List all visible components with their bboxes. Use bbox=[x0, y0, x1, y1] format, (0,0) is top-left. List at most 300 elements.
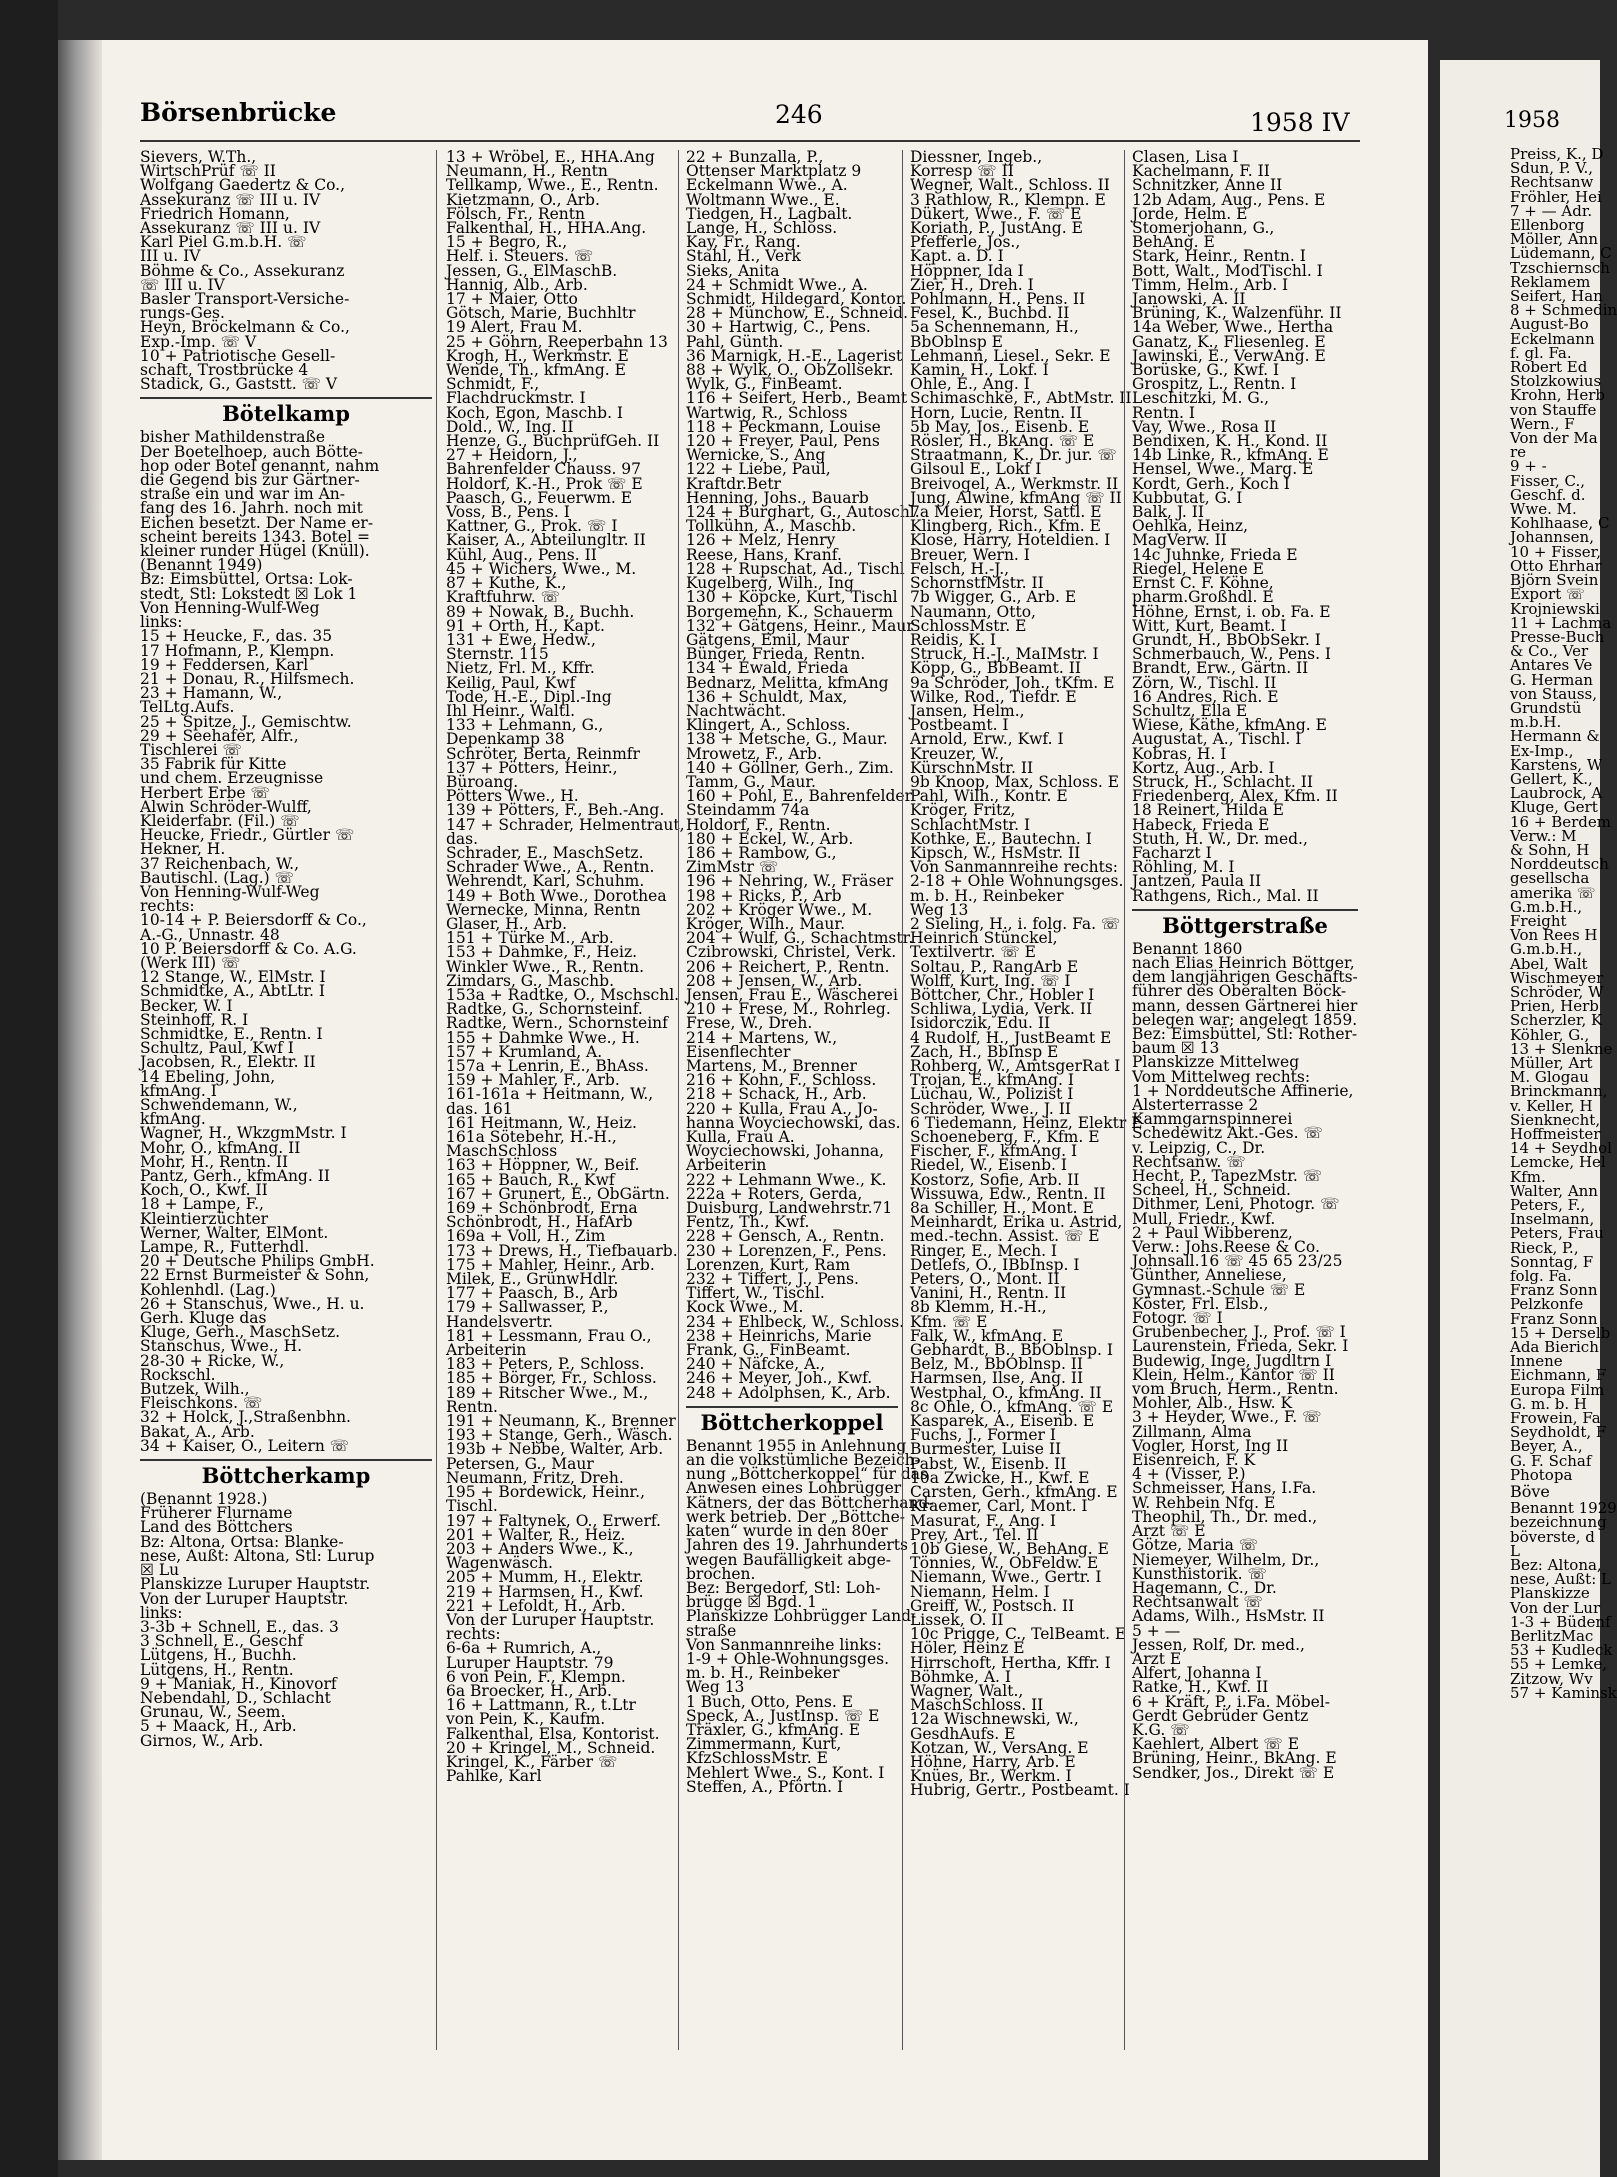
directory-entry: Von der Lur bbox=[1510, 1598, 1601, 1617]
directory-entry: Hensel, Wwe., Marg. E bbox=[1132, 460, 1314, 479]
directory-entry: Seydholdt, F bbox=[1510, 1423, 1607, 1442]
directory-entry: dem langjährigen Geschäfts- bbox=[1132, 968, 1358, 987]
directory-entry: 8 + Schmedin bbox=[1510, 301, 1617, 320]
directory-entry: 161 Heitmann, W., Heiz. bbox=[446, 1113, 637, 1132]
directory-entry: Verw.: Johs.Reese & Co. bbox=[1132, 1238, 1320, 1257]
directory-entry: schaft, Trostbrücke 4 bbox=[140, 361, 309, 380]
directory-entry: Planskizze Mittelweg bbox=[1132, 1053, 1300, 1072]
directory-entry: Schimaschke, F., AbtMstr. II bbox=[910, 389, 1132, 408]
directory-entry: 116 + Seifert, Herb., Beamt bbox=[686, 389, 908, 408]
directory-entry: Lehmann, Liesel., Sekr. E bbox=[910, 346, 1111, 365]
directory-entry: Mrowetz, F., Arb. bbox=[686, 744, 822, 763]
directory-entry: kleiner runder Hügel (Knüll). bbox=[140, 542, 370, 561]
directory-entry: 3-3b + Schnell, E., das. 3 bbox=[140, 1617, 339, 1636]
directory-entry: Land des Böttchers bbox=[140, 1518, 293, 1537]
directory-entry: Brüning, K., Walzenführ. II bbox=[1132, 304, 1342, 323]
directory-entry: G.m.b.H., bbox=[1510, 897, 1583, 916]
running-head-street: Börsenbrücke bbox=[140, 98, 337, 127]
directory-entry: Borüske, G., Kwf. I bbox=[1132, 361, 1280, 380]
directory-entry: 149 + Both Wwe., Dorothea bbox=[446, 886, 667, 905]
directory-entry: nach Elias Heinrich Böttger, bbox=[1132, 953, 1355, 972]
directory-entry: Jensen, Frau E., Wäscherei bbox=[686, 985, 898, 1004]
directory-entry: Weg 13 bbox=[686, 1678, 745, 1697]
directory-entry: Paasch, G., Feuerwm. E bbox=[446, 488, 633, 507]
directory-entry: Ohle, E., Ang. I bbox=[910, 375, 1030, 394]
directory-entry: Nietz, Frl. M., Kffr. bbox=[446, 659, 595, 678]
directory-entry: Klein, Helm., Kantor ☏ II bbox=[1132, 1365, 1335, 1384]
directory-entry: 173 + Drews, H., Tiefbauarb. bbox=[446, 1241, 678, 1260]
directory-entry: Gilsoul E., Lokf I bbox=[910, 460, 1042, 479]
directory-entry: 25 + Göhrn, Reeperbahn 13 bbox=[446, 332, 668, 351]
directory-entry: Bz: Altona, Ortsa: Blanke- bbox=[140, 1532, 344, 1551]
directory-entry: Schmidtke, E., Rentn. I bbox=[140, 1024, 323, 1043]
directory-entry: Kühl, Aug., Pens. II bbox=[446, 545, 597, 564]
directory-entry: 9 + Maniak, H., Kinovorf bbox=[140, 1674, 337, 1693]
directory-entry: Frowein, Fa bbox=[1510, 1409, 1601, 1428]
directory-entry: 193b + Nebbe, Walter, Arb. bbox=[446, 1440, 664, 1459]
directory-entry: Eichen besetzt. Der Name er- bbox=[140, 513, 374, 532]
directory-entry: Eisenreich, F. K bbox=[1132, 1451, 1256, 1470]
directory-entry: 222a + Roters, Gerda, bbox=[686, 1184, 863, 1203]
directory-entry: KfzSchlossMstr. E bbox=[686, 1749, 828, 1768]
directory-entry: v. Leipzig, C., Dr. bbox=[1132, 1138, 1266, 1157]
directory-entry: Riedel, W., Eisenb. I bbox=[910, 1156, 1067, 1175]
directory-entry: 25 + Spitze, J., Gemischtw. bbox=[140, 712, 352, 731]
directory-entry: 3 + Heyder, Wwe., F. ☏ bbox=[1132, 1408, 1322, 1427]
directory-entry: das. bbox=[446, 829, 479, 848]
directory-entry: Vom Mittelweg rechts: bbox=[1132, 1067, 1311, 1086]
directory-entry: 177 + Paasch, B., Arb bbox=[446, 1284, 618, 1303]
directory-entry: 189 + Ritscher Wwe., M., bbox=[446, 1383, 649, 1402]
directory-entry: Wern., F bbox=[1510, 414, 1575, 433]
directory-entry: Norddeutsch bbox=[1510, 855, 1609, 874]
directory-entry: Heucke, Friedr., Gürtler ☏ bbox=[140, 826, 355, 845]
directory-entry: Schwendemann, W., bbox=[140, 1096, 298, 1114]
directory-entry: Kraftdr.Betr bbox=[686, 474, 781, 493]
directory-entry: Dükert, Wwe., F. ☏ E bbox=[910, 204, 1082, 223]
directory-entry: Köpp, G., BbBeamt. II bbox=[910, 659, 1081, 678]
directory-entry: Timm, Helm., Arb. I bbox=[1132, 275, 1289, 294]
directory-entry: Habeck, Frieda E bbox=[1132, 815, 1270, 834]
directory-entry: Fröhler, Hei bbox=[1510, 187, 1602, 206]
directory-entry: 191 + Neumann, K., Brenner bbox=[446, 1412, 676, 1431]
directory-entry: 134 + Ewald, Frieda bbox=[686, 659, 849, 678]
directory-entry: Borgemehn, K., Schauerm bbox=[686, 602, 894, 621]
directory-entry: 238 + Heinrichs, Marie bbox=[686, 1326, 872, 1345]
directory-entry: 3 Rathlow, R., Klempn. E bbox=[910, 190, 1106, 209]
directory-entry: 28-30 + Ricke, W., bbox=[140, 1351, 285, 1370]
directory-entry: 35 Fabrik für Kitte bbox=[140, 755, 287, 774]
directory-entry: Mohr, H., Rentn. II bbox=[140, 1152, 289, 1171]
directory-entry: Benannt 1929 bbox=[1510, 1499, 1617, 1518]
directory-entry: Sendker, Jos., Direkt ☏ E bbox=[1132, 1763, 1335, 1782]
directory-entry: Seifert, Han bbox=[1510, 287, 1603, 306]
directory-entry: 222 + Lehmann Wwe., K. bbox=[686, 1170, 887, 1189]
directory-entry: Freight bbox=[1510, 911, 1567, 930]
directory-entry: SchlachtMstr. I bbox=[910, 815, 1031, 834]
directory-entry: Voss, B., Pens. I bbox=[446, 503, 570, 522]
directory-entry: Carsten, Gerh., kfmAng. E bbox=[910, 1483, 1118, 1502]
directory-entry: Otto Ehrhar bbox=[1510, 556, 1602, 575]
directory-entry: Arzt E bbox=[1132, 1649, 1182, 1668]
directory-entry: Von der Luruper Hauptstr. bbox=[446, 1610, 655, 1629]
directory-entry: Pahlke, Karl bbox=[446, 1767, 542, 1786]
directory-entry: Peters, Frau bbox=[1510, 1224, 1604, 1243]
directory-entry: BbOblnsp E bbox=[910, 332, 1003, 351]
directory-entry: 18 Reinert, Hilda E bbox=[1132, 801, 1284, 820]
directory-entry: Export ☏ bbox=[1510, 585, 1585, 604]
directory-entry: 28 + Münchow, E., Schneid. bbox=[686, 304, 909, 323]
directory-entry: Verw.: M bbox=[1510, 826, 1577, 845]
directory-entry: Tischl. bbox=[446, 1497, 498, 1516]
directory-entry: Fentz, Th., Kwf. bbox=[686, 1213, 810, 1232]
directory-entry: Björn Svein bbox=[1510, 571, 1599, 590]
directory-entry: 53 + Kudleck bbox=[1510, 1641, 1613, 1660]
directory-entry: Leschitzki, M. G., bbox=[1132, 389, 1270, 408]
directory-entry: Nebendahl, D., Schlacht bbox=[140, 1688, 331, 1707]
directory-entry: Tellkamp, Wwe., E., Rentn. bbox=[446, 176, 659, 195]
directory-entry: Henning, Johs., Bauarb bbox=[686, 488, 869, 507]
directory-entry: gesellscha bbox=[1510, 869, 1590, 888]
page-header bbox=[140, 92, 1360, 137]
directory-entry: 155 + Dahmke Wwe., H. bbox=[446, 1028, 640, 1047]
directory-entry: Jung, Alwine, kfmAng ☏ II bbox=[910, 488, 1122, 507]
directory-entry: 208 + Jensen, W., Arb. bbox=[686, 971, 863, 990]
directory-entry: Balk, J. II bbox=[1132, 503, 1204, 522]
directory-entry: Kulla, Frau A. bbox=[686, 1128, 795, 1147]
directory-entry: Naumann, Otto, bbox=[910, 602, 1036, 621]
directory-entry: Europa Film bbox=[1510, 1380, 1605, 1399]
directory-entry: Kraemer, Carl, Mont. I bbox=[910, 1497, 1088, 1516]
directory-entry: K.G. ☏ bbox=[1132, 1720, 1190, 1739]
directory-entry: Scherzler, K bbox=[1510, 1011, 1603, 1030]
directory-entry: werk betrieb. Der „Böttche- bbox=[686, 1507, 906, 1526]
directory-entry: pharm.Großhdl. E bbox=[1132, 588, 1274, 607]
directory-entry: das. 161 bbox=[446, 1099, 513, 1118]
directory-entry: Fesel, K., Buchbd. II bbox=[910, 304, 1070, 323]
directory-entry: Lüdemann, C bbox=[1510, 244, 1612, 263]
directory-entry: Falkenthal, H., HHA.Ang. bbox=[446, 219, 647, 238]
directory-entry: Stark, Heinr., Rentn. I bbox=[1132, 247, 1306, 266]
directory-entry: Arzt ☏ E bbox=[1132, 1522, 1206, 1541]
directory-entry: Röhling, M. I bbox=[1132, 858, 1235, 877]
directory-entry: 6 von Pein, F., Klempn. bbox=[446, 1667, 626, 1686]
directory-entry: folg. Fa. bbox=[1510, 1267, 1572, 1286]
directory-entry: Gymnast.-Schule ☏ E bbox=[1132, 1280, 1306, 1299]
directory-entry: Nachtwächt. bbox=[686, 701, 787, 720]
directory-entry: & Co., Ver bbox=[1510, 642, 1589, 661]
directory-entry: Holdorf, F., Rentn. bbox=[686, 815, 831, 834]
directory-entry: Kleintierzüchter bbox=[140, 1209, 269, 1228]
directory-entry: Herbert Erbe ☏ bbox=[140, 783, 270, 802]
directory-entry: 6-6a + Rumrich, A., bbox=[446, 1639, 602, 1658]
directory-entry: 140 + Göllner, Gerh., Zim. bbox=[686, 758, 894, 777]
directory-entry: Hekner, H. bbox=[140, 840, 226, 859]
directory-entry: Isidorczik, Edu. II bbox=[910, 1014, 1051, 1033]
next-page-column bbox=[1510, 145, 1617, 1702]
directory-entry: baum ☒ 13 bbox=[1132, 1039, 1220, 1058]
directory-entry: 10 + Fisser, bbox=[1510, 542, 1601, 561]
directory-entry: Straatmann, K., Dr. jur. ☏ bbox=[910, 446, 1117, 465]
directory-entry: Brinckmann, bbox=[1510, 1082, 1608, 1101]
directory-entry: Walter, Ann bbox=[1510, 1181, 1598, 1200]
directory-entry: Rieck, P., bbox=[1510, 1238, 1579, 1257]
directory-entry: Woltmann Wwe., E. bbox=[686, 190, 840, 209]
directory-entry: Kortz, Aug., Arb. I bbox=[1132, 758, 1275, 777]
directory-entry: Krojniewski bbox=[1510, 599, 1600, 618]
directory-entry: SchornstfMstr. II bbox=[910, 574, 1044, 593]
directory-entry: 14c Juhnke, Frieda E bbox=[1132, 545, 1298, 564]
directory-entry: Kätners, der das Böttcherhand- bbox=[686, 1493, 934, 1512]
directory-entry: Schmidtke, A., AbtLtr. I bbox=[140, 982, 326, 1001]
directory-entry: Helf. i. Steuers. ☏ bbox=[446, 247, 594, 266]
directory-entry: Neumann, H., Rentn bbox=[446, 162, 608, 181]
directory-entry: Pantz, Gerh., kfmAng. II bbox=[140, 1167, 330, 1186]
directory-entry: Winkler Wwe., R., Rentn. bbox=[446, 957, 645, 976]
directory-entry: 16 + Lattmann, R., t.Ltr bbox=[446, 1696, 636, 1715]
directory-entry: 11 + Lachma bbox=[1510, 613, 1612, 632]
directory-entry: Peters, O., Mont. II bbox=[910, 1270, 1060, 1289]
directory-entry: Pfefferle, Jos., bbox=[910, 233, 1021, 252]
directory-entry: Wagner, Walt., bbox=[910, 1681, 1024, 1700]
column-1 bbox=[140, 150, 432, 1748]
directory-entry: Geschf. d. bbox=[1510, 485, 1586, 504]
directory-entry: Steffen, A., Pförtn. I bbox=[686, 1777, 844, 1796]
directory-entry: Gerh. Kluge das bbox=[140, 1309, 267, 1328]
directory-entry: Kohlenhdl. (Lag.) bbox=[140, 1280, 276, 1299]
directory-entry: Wende, Th., kfmAng. E bbox=[446, 361, 626, 380]
directory-entry: vom Bruch, Herm., Rentn. bbox=[1132, 1380, 1339, 1399]
directory-entry: 228 + Gensch, A., Rentn. bbox=[686, 1227, 885, 1246]
directory-entry: Schliwa, Lydia, Verk. II bbox=[910, 1000, 1093, 1019]
directory-entry: Fuchs, J., Former I bbox=[910, 1426, 1056, 1445]
directory-entry: von Stauss, bbox=[1510, 684, 1598, 703]
directory-entry: Diessner, Ingeb., bbox=[910, 148, 1043, 166]
directory-entry: 130 + Köpcke, Kurt, Tischl bbox=[686, 588, 898, 607]
directory-entry: Kröger, Fritz, bbox=[910, 801, 1016, 820]
directory-entry: Falk, W., kfmAng. E bbox=[910, 1326, 1064, 1345]
directory-entry: 131 + Ewe, Hedw., bbox=[446, 630, 596, 649]
directory-entry: Kaehlert, Albert ☏ E bbox=[1132, 1735, 1300, 1754]
directory-entry: Wiese, Käthe, kfmAng. E bbox=[1132, 716, 1327, 735]
directory-entry: Theophil, Th., Dr. med., bbox=[1132, 1507, 1318, 1526]
directory-entry: 10 P. Beiersdorff & Co. A.G. bbox=[140, 939, 357, 958]
directory-entry: 2-18 + Ohle Wohnungsges. bbox=[910, 872, 1124, 891]
directory-entry: Reese, Hans, Kranf. bbox=[686, 545, 842, 564]
directory-entry: 203 + Anders Wwe., K., bbox=[446, 1539, 634, 1558]
directory-entry: 10-14 + P. Beiersdorff & Co., bbox=[140, 911, 367, 930]
directory-entry: Wolfgang Gaedertz & Co., bbox=[140, 176, 346, 195]
directory-entry: Arbeiterin bbox=[686, 1156, 767, 1175]
directory-entry: Fotogr. ☏ I bbox=[1132, 1309, 1223, 1328]
directory-entry: Werner, Walter, ElMont. bbox=[140, 1223, 329, 1242]
directory-entry: Dold., W., Ing. II bbox=[446, 417, 574, 436]
directory-entry: 157a + Lenrin, E., BhAss. bbox=[446, 1057, 649, 1075]
directory-entry: 137 + Pötters, Heinr., bbox=[446, 758, 618, 777]
directory-entry: Lampe, R., Futterhdl. bbox=[140, 1238, 310, 1257]
directory-entry: Kobras, H. I bbox=[1132, 744, 1227, 763]
directory-entry: 147 + Schrader, Helmentraut, bbox=[446, 815, 685, 834]
directory-entry: Schröder, Wwe., J. II bbox=[910, 1099, 1071, 1118]
directory-entry: Arnold, Erw., Kwf. I bbox=[910, 730, 1064, 749]
directory-entry: Pelzkonfe bbox=[1510, 1295, 1584, 1314]
directory-entry: 21 + Donau, R., Hilfsmech. bbox=[140, 669, 355, 688]
directory-entry: stedt, Stl: Lokstedt ☒ Lok 1 bbox=[140, 584, 358, 603]
directory-entry: Kasparek, A., Eisenb. E bbox=[910, 1412, 1095, 1431]
directory-entry: Rohberg, W., AmtsgerRat I bbox=[910, 1057, 1121, 1075]
directory-entry: 202 + Kröger Wwe., M. bbox=[686, 900, 873, 919]
directory-entry: Schmerbauch, W., Pens. I bbox=[1132, 645, 1332, 664]
directory-entry: Niemann, Wwe., Gertr. I bbox=[910, 1568, 1102, 1587]
directory-entry: 87 + Kuthe, K., bbox=[446, 574, 567, 593]
directory-entry: Planskizze Luruper Hauptstr. bbox=[140, 1575, 371, 1594]
directory-entry: Kreuzer, W., bbox=[910, 744, 1005, 763]
directory-entry: Horn, Lucie, Rentn. II bbox=[910, 403, 1083, 422]
street-heading: Bötelkamp bbox=[140, 397, 432, 426]
directory-entry: 18 + Lampe, F., bbox=[140, 1195, 264, 1214]
directory-entry: Kluge, Gert bbox=[1510, 798, 1598, 817]
directory-entry: Brüning, Heinr., BkAng. E bbox=[1132, 1749, 1337, 1768]
directory-entry: 23 + Hamann, W., bbox=[140, 684, 283, 703]
directory-entry: 133 + Lehmann, G., bbox=[446, 716, 604, 735]
directory-entry: Hoffmeister bbox=[1510, 1125, 1601, 1144]
directory-entry: 14b Linke, R., kfmAng. E bbox=[1132, 446, 1329, 465]
directory-entry: Kordt, Gerh., Koch I bbox=[1132, 474, 1290, 493]
directory-entry: Schrader Wwe., A., Rentn. bbox=[446, 858, 655, 877]
directory-entry: KürschnMstr. II bbox=[910, 758, 1034, 777]
directory-entry: Rathgens, Rich., Mal. II bbox=[1132, 886, 1319, 905]
directory-entry: 15 + Derselb bbox=[1510, 1323, 1611, 1342]
directory-entry: 197 + Faltynek, O., Erwerf. bbox=[446, 1511, 661, 1530]
directory-entry: August-Bo bbox=[1510, 315, 1589, 334]
directory-entry: 205 + Mumm, H., Elektr. bbox=[446, 1568, 644, 1587]
directory-entry: Rechtsanw. ☏ bbox=[1132, 1152, 1246, 1171]
directory-entry: Früherer Flurname bbox=[140, 1504, 293, 1523]
directory-entry: Keilig, Paul, Kwf bbox=[446, 673, 576, 692]
directory-entry: 186 + Rambow, G., bbox=[686, 843, 837, 862]
directory-entry: 5a Schennemann, H., bbox=[910, 318, 1079, 337]
directory-entry: 14a Weber, Wwe., Hertha bbox=[1132, 318, 1334, 337]
directory-entry: 195 + Bordewick, Heinr., bbox=[446, 1483, 645, 1502]
directory-entry: Innene bbox=[1510, 1352, 1563, 1371]
directory-entry: Lemcke, Hel bbox=[1510, 1153, 1606, 1172]
directory-entry: Bahrenfelder Chauss. 97 bbox=[446, 460, 642, 479]
directory-entry: nung „Böttcherkoppel“ für das bbox=[686, 1465, 928, 1484]
directory-entry: Möller, Ann bbox=[1510, 230, 1599, 249]
directory-entry: Rechtsanw bbox=[1510, 173, 1594, 192]
directory-entry: Radtke, Wern., Schornsteinf bbox=[446, 1014, 668, 1033]
directory-entry: Sdun, P. V., bbox=[1510, 159, 1594, 178]
directory-entry: 204 + Wulf, G., Schachtmstr. bbox=[686, 929, 914, 948]
directory-entry: Facharzt I bbox=[1132, 843, 1212, 862]
directory-entry: Stahl, H., Verk bbox=[686, 247, 801, 266]
directory-entry: Lange, H., Schloss. bbox=[686, 219, 838, 238]
directory-entry: Koch, Egon, Maschb. I bbox=[446, 403, 624, 422]
directory-entry: Wagner, H., WkzgmMstr. I bbox=[140, 1124, 347, 1143]
directory-entry: wegen Baufälligkeit abge- bbox=[686, 1550, 892, 1569]
directory-entry: Höhne, Ernst, i. ob. Fa. E bbox=[1132, 602, 1331, 621]
directory-entry: Assekuranz ☏ III u. IV bbox=[140, 190, 321, 209]
directory-entry: Von der Luruper Hauptstr. bbox=[140, 1589, 349, 1608]
directory-entry: Milek, E., GrünwHdlr. bbox=[446, 1270, 619, 1289]
directory-entry: Rechtsanwalt ☏ bbox=[1132, 1593, 1263, 1612]
directory-entry: Tzschiernsch bbox=[1510, 258, 1610, 277]
directory-entry: 230 + Lorenzen, F., Pens. bbox=[686, 1241, 887, 1260]
directory-entry: 26 + Stanschus, Wwe., H. u. bbox=[140, 1294, 365, 1313]
directory-entry: MaschSchloss. II bbox=[910, 1696, 1044, 1715]
directory-entry: Gellert, K., bbox=[1510, 769, 1593, 788]
directory-entry: Riegel, Helene E bbox=[1132, 559, 1264, 578]
directory-entry: Grunau, W., Seem. bbox=[140, 1703, 286, 1722]
directory-entry: Grubenbecher, J., Prof. ☏ I bbox=[1132, 1323, 1346, 1342]
directory-entry: 27 + Heidorn, J., bbox=[446, 446, 578, 465]
directory-entry: Hirrschoft, Hertha, Kffr. I bbox=[910, 1653, 1111, 1672]
directory-entry: 91 + Orth, H., Kapt. bbox=[446, 616, 605, 635]
directory-entry: Schedewitz Akt.-Ges. ☏ bbox=[1132, 1124, 1323, 1143]
year-issue: 1958 IV bbox=[1250, 108, 1350, 137]
directory-entry: Schultz, Paul, Kwf I bbox=[140, 1039, 294, 1058]
directory-entry: Witt, Kurt, Beamt. I bbox=[1132, 616, 1287, 635]
book-binding-shadow bbox=[0, 0, 58, 2177]
directory-entry: 22 + Bunzalla, P., bbox=[686, 148, 824, 166]
directory-entry: Karl Piel G.m.b.H. ☏ bbox=[140, 233, 307, 252]
directory-entry: Henze, G., BuchprüfGeh. II bbox=[446, 432, 660, 451]
directory-entry: 30 + Hartwig, C., Pens. bbox=[686, 318, 871, 337]
directory-entry: Stolzkowius bbox=[1510, 372, 1602, 391]
directory-entry: G. Herman bbox=[1510, 670, 1593, 689]
directory-entry: Textilvertr. ☏ E bbox=[910, 943, 1036, 962]
directory-entry: Becker, W. I bbox=[140, 996, 233, 1015]
directory-entry: med.-techn. Assist. ☏ E bbox=[910, 1227, 1100, 1246]
directory-entry: Janowski, A. II bbox=[1132, 290, 1246, 309]
directory-entry: 10a Zwicke, H., Kwf. E bbox=[910, 1468, 1090, 1487]
directory-entry: 206 + Reichert, P., Rentn. bbox=[686, 957, 890, 976]
directory-entry: Kothke, E., Bautechn. I bbox=[910, 829, 1092, 848]
directory-entry: Wernicke, S., Ang bbox=[686, 446, 826, 465]
directory-entry: Reklamem bbox=[1510, 272, 1591, 291]
directory-entry: Lüchau, W., Polizist I bbox=[910, 1085, 1074, 1104]
directory-entry: Schnitzker, Anne II bbox=[1132, 176, 1283, 195]
directory-entry: 1-3 + Büdenf bbox=[1510, 1612, 1611, 1631]
directory-entry: Fischer, F., kfmAng. I bbox=[910, 1142, 1078, 1161]
directory-entry: Tischlerei ☏ bbox=[140, 740, 242, 759]
directory-entry: Rockschl. bbox=[140, 1365, 216, 1384]
directory-entry: Pötters Wwe., H. bbox=[446, 787, 579, 806]
directory-entry: Tollkühn, A., Maschb. bbox=[686, 517, 857, 536]
directory-entry: Kock Wwe., M. bbox=[686, 1298, 804, 1317]
directory-entry: 161-161a + Heitmann, W., bbox=[446, 1085, 654, 1104]
directory-entry: Preiss, K., D bbox=[1510, 145, 1604, 163]
directory-entry: 248 + Adolphsen, K., Arb. bbox=[686, 1383, 891, 1402]
directory-entry: 122 + Liebe, Paul, bbox=[686, 460, 831, 479]
directory-entry: 5 + Maack, H., Arb. bbox=[140, 1717, 297, 1736]
directory-entry: Ellenborg bbox=[1510, 216, 1585, 235]
directory-entry: Photopa bbox=[1510, 1465, 1573, 1484]
directory-entry: W. Rehbein Nfg. E bbox=[1132, 1493, 1276, 1512]
directory-entry: Müller, Art bbox=[1510, 1054, 1593, 1072]
directory-entry: 180 + Eckel, W., Arb. bbox=[686, 829, 854, 848]
directory-entry: 169a + Voll, H., Zim bbox=[446, 1227, 606, 1246]
directory-entry: scheint bereits 1343. Botel = bbox=[140, 527, 370, 546]
directory-entry: 89 + Nowak, B., Buchh. bbox=[446, 602, 635, 621]
directory-entry: Bakat, A., Arb. bbox=[140, 1422, 255, 1441]
directory-entry: G. F. Schaf bbox=[1510, 1451, 1592, 1470]
directory-entry: (Werk III) ☏ bbox=[140, 953, 241, 972]
directory-entry: katen“ wurde in den 80er bbox=[686, 1522, 888, 1541]
directory-entry: Rentn. I bbox=[1132, 403, 1196, 422]
directory-entry: GesdhAufs. E bbox=[910, 1724, 1016, 1743]
directory-entry: Schröder, W bbox=[1510, 982, 1604, 1001]
